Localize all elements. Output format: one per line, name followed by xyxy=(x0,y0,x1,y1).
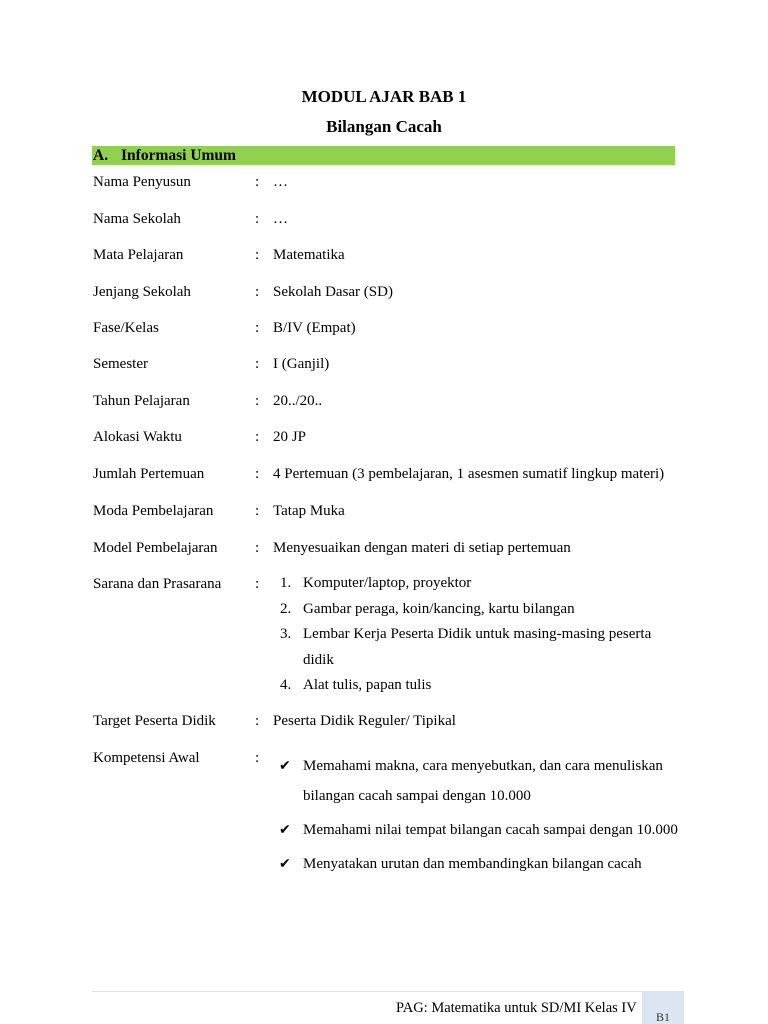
list-item xyxy=(273,673,673,699)
list-text: Alat tulis, papan tulis xyxy=(303,677,432,693)
footer-divider xyxy=(92,991,684,992)
field-label: Alokasi Waktu xyxy=(93,429,182,445)
section-title: Informasi Umum xyxy=(121,147,236,164)
field-colon: : xyxy=(255,540,260,556)
list-text: Memahami makna, cara menyebutkan, dan cara menuliskan bilangan cacah sampai dengan 10.000 xyxy=(303,758,663,804)
field-value: Sekolah Dasar (SD) xyxy=(273,284,393,300)
field-label: Jenjang Sekolah xyxy=(93,284,191,300)
field-label: Jumlah Pertemuan xyxy=(93,466,205,482)
field-colon: : xyxy=(255,429,260,445)
field-colon: : xyxy=(255,247,260,263)
field-value: Menyesuaikan dengan materi di setiap pertemuan xyxy=(273,540,571,556)
checkmark-icon: ✔ xyxy=(279,856,291,872)
list-number: 4. xyxy=(280,677,292,693)
list-number: 2. xyxy=(280,600,292,617)
document-title: MODUL AJAR BAB 1 xyxy=(301,87,467,106)
field-colon: : xyxy=(255,174,260,190)
field-colon: : xyxy=(255,320,260,336)
footer-text: PAG: Matematika untuk SD/MI Kelas IV xyxy=(396,1000,637,1016)
kompetensi-list xyxy=(273,751,683,883)
checkmark-icon: ✔ xyxy=(279,758,291,774)
field-colon: : xyxy=(255,466,260,482)
field-colon: : xyxy=(255,356,260,372)
checkmark-icon: ✔ xyxy=(279,822,291,838)
section-header-informasi-umum xyxy=(92,146,675,165)
field-value: … xyxy=(273,211,288,227)
field-colon: : xyxy=(255,393,260,409)
list-item xyxy=(273,751,683,811)
list-text: Menyatakan urutan dan membandingkan bilangan cacah xyxy=(303,856,642,872)
field-label: Target Peserta Didik xyxy=(93,713,216,729)
field-value: B/IV (Empat) xyxy=(273,320,356,336)
field-label: Fase/Kelas xyxy=(93,320,159,336)
field-label: Nama Penyusun xyxy=(93,174,191,190)
list-text: Komputer/laptop, proyektor xyxy=(303,575,472,591)
field-colon: : xyxy=(255,284,260,300)
field-label: Semester xyxy=(93,356,148,372)
field-value: 4 Pertemuan (3 pembelajaran, 1 asesmen sumatif lingkup materi) xyxy=(273,466,665,482)
list-text: Gambar peraga, koin/kancing, kartu bilangan xyxy=(303,600,575,617)
list-item xyxy=(273,571,673,597)
field-colon: : xyxy=(255,211,260,227)
field-colon: : xyxy=(255,750,260,766)
field-label: Model Pembelajaran xyxy=(93,540,218,556)
page-number: B1 xyxy=(656,1010,671,1024)
field-value: … xyxy=(273,174,288,190)
list-number: 1. xyxy=(280,575,292,591)
field-colon: : xyxy=(255,713,260,729)
field-label: Sarana dan Prasarana xyxy=(93,576,222,592)
field-label: Mata Pelajaran xyxy=(93,247,184,263)
page-number-box xyxy=(642,992,684,1024)
field-label: Nama Sekolah xyxy=(93,211,181,227)
field-value: Matematika xyxy=(273,247,345,263)
document-subtitle: Bilangan Cacah xyxy=(326,117,442,136)
field-value: I (Ganjil) xyxy=(273,356,330,372)
list-text: Lembar Kerja Peserta Didik untuk masing-masing peserta didik xyxy=(303,626,652,668)
sarana-list xyxy=(273,571,673,699)
field-label: Moda Pembelajaran xyxy=(93,503,214,519)
field-label: Kompetensi Awal xyxy=(93,750,200,766)
list-item xyxy=(273,849,683,879)
field-colon: : xyxy=(255,576,260,592)
list-text: Memahami nilai tempat bilangan cacah sampai dengan 10.000 xyxy=(303,822,678,838)
field-value: Tatap Muka xyxy=(273,503,345,519)
field-colon: : xyxy=(255,503,260,519)
list-item xyxy=(273,622,673,673)
field-value: 20../20.. xyxy=(273,393,323,409)
field-value: Peserta Didik Reguler/ Tipikal xyxy=(273,713,456,729)
list-number: 3. xyxy=(280,626,292,642)
field-value: 20 JP xyxy=(273,429,306,445)
field-label: Tahun Pelajaran xyxy=(93,393,190,409)
section-number: A. xyxy=(93,147,109,164)
list-item xyxy=(273,597,673,623)
list-item xyxy=(273,815,683,845)
